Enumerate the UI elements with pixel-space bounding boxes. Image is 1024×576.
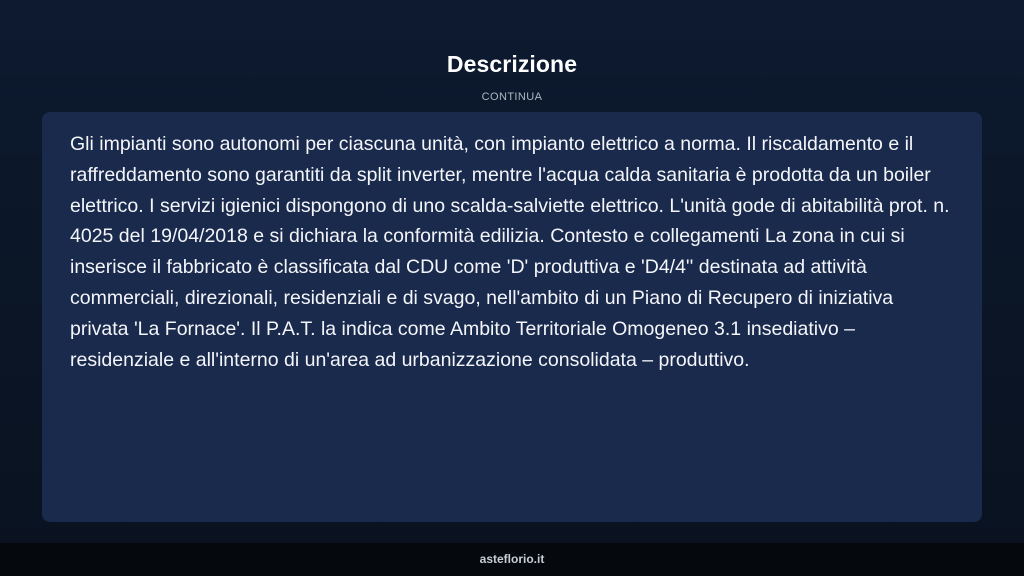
continue-label: CONTINUA — [481, 91, 543, 103]
footer-site-label: asteflorio.it — [479, 552, 545, 566]
description-text: Gli impianti sono autonomi per ciascuna unità, con impianto elettrico a norma. Il riscaldamento e il raffreddamento sono garantiti da split inverter, mentre l'acqua calda sanitaria è prodotta da un boiler elettrico. I servizi igienici dispongono di uno scalda-salviette elettrico. L'unità gode di abitabilità prot. n. 4025 del 19/04/2018 e si dichiara la conformità edilizia. Contesto e collegamenti La zona in cui si inserisce il fabbricato è classificata dal CDU come 'D' produttiva e 'D4/4'' destinata ad attività commerciali, direzionali, residenziali e di svago, nell'ambito di un Piano di Recupero di iniziativa privata 'La Fornace'. Il P.A.T. la indica come Ambito Territoriale Omogeneo 3.1 insediativo – residenziale e all'interno di un'area ad urbanizzazione consolidata – produttivo. — [70, 133, 950, 371]
footer-bar — [0, 543, 1024, 576]
page-title: Descrizione — [446, 51, 578, 77]
description-card — [42, 112, 982, 522]
